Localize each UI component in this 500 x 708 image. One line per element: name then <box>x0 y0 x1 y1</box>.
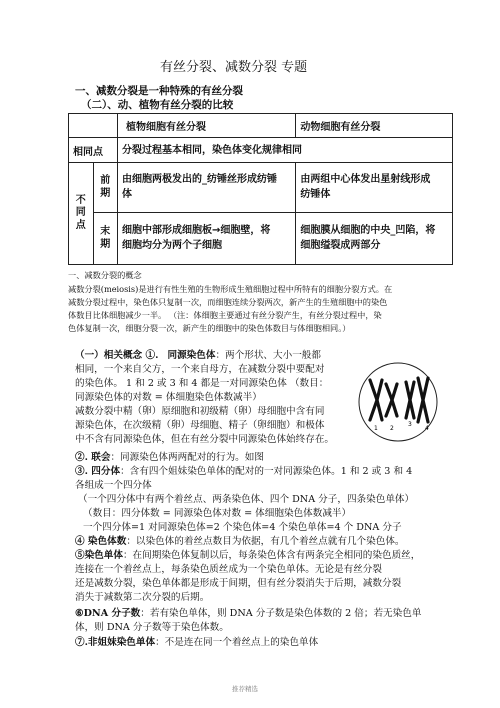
chromosome-label-4: 4 <box>425 425 429 432</box>
same-label: 相同点 <box>69 138 118 163</box>
subsection-heading: （二）、动、植物有丝分裂的比较 <box>81 99 234 111</box>
concept-chromosome-count: ④ 染色体数：以染色体的着丝点数目为依据，有几个着丝点就有几个染色体。 <box>75 536 405 547</box>
chromosome-pair-1-2 <box>370 380 397 420</box>
concept-synapsis: ②. 联会：同源染色体两两配对的行为。如图 <box>75 452 264 463</box>
telophase-label: 末 期 <box>93 213 118 265</box>
prophase-plant: 由细胞两极发出的_纺锤丝形成纺锤 体 <box>118 163 296 213</box>
body-line: 一个四分体=1 对同源染色体=2 个染色体=4 个染色单体=4 个 DNA 分子 <box>83 522 402 533</box>
concept-dna-count: ⑥DNA 分子数：若有染色单体，则 DNA 分子数是染色体数的 2 倍；若无染色单 <box>75 608 422 619</box>
body-line: 的染色体。 1 和 2 或 3 和 4 都是一对同源染色体 （数目： <box>75 378 329 389</box>
page-footer: 推荐精选 <box>232 685 258 693</box>
body-line: 连接在一个着丝点上，每条染色质丝成为一个染色单体。无论是有丝分裂 <box>75 564 382 575</box>
table-row-same <box>69 138 453 163</box>
chromosome-label-2: 2 <box>390 425 394 432</box>
concept-line: 减数分裂(meiosis)是进行有性生殖的生物形成生殖细胞过程中所特有的细胞分裂方式。在 <box>68 284 393 294</box>
telophase-animal: 细胞膜从细胞的中央_凹陷，将 细胞缢裂成两部分 <box>296 213 453 265</box>
concept-line: 体数目比体细胞减少一半。 （注：体细胞主要通过有丝分裂产生，有丝分裂过程中，染 <box>68 310 382 320</box>
chromosome-label-3: 3 <box>408 421 412 428</box>
concept-non-sister-chromatid: ⑦.非姐妹染色单体：不是连在同一个着丝点上的染色单体 <box>75 637 319 648</box>
homologous-chromosome-figure <box>348 360 448 446</box>
concept-chromatid: ⑤染色单体：在间期染色体复制以后，每条染色体含有两条完全相同的染色质丝， <box>75 550 421 561</box>
concept-heading: 一、减数分裂的概念 <box>68 270 142 280</box>
prophase-animal: 由两组中心体发出星射线形成 纺锤体 <box>296 163 453 213</box>
body-line: （一个四分体中有两个着丝点、两条染色体、四个 DNA 分子，四条染色单体） <box>78 494 415 505</box>
body-line: 各组成一个四分体 <box>75 480 152 491</box>
body-line: 还是减数分裂，染色单体都是形成于间期，但有丝分裂消失于后期，减数分裂 <box>75 578 402 589</box>
chromosome-pair-3-4 <box>406 378 428 422</box>
chromosome-3-sister <box>410 382 414 418</box>
table-corner-cell <box>69 114 118 138</box>
section-heading: 一、减数分裂是一种特殊的有丝分裂 <box>75 85 243 97</box>
table-row-telophase <box>69 213 453 265</box>
comparison-table <box>68 113 453 265</box>
concept-homologous: （一）相关概念 ①. 同源染色体：两个形状、大小一般都 <box>75 350 321 361</box>
diff-label: 不 同 点 <box>69 163 94 265</box>
page-title: 有丝分裂、减数分裂 专题 <box>160 60 308 75</box>
chromosome-1-sister <box>377 380 382 420</box>
body-line: 体，则 DNA 分子数等于染色体数。 <box>75 622 229 633</box>
body-line: 源染色体，在次级精（卵）母细胞、精子（卵细胞）和极体 <box>75 420 325 431</box>
concept-line: 减数分裂过程中，染色体只复制一次，而细胞连续分裂两次，新产生的生殖细胞中的染色 <box>68 297 388 307</box>
concept-tetrad: ③. 四分体：含有四个姐妹染色单体的配对的一对同源染色体。1 和 2 或 3 和 4 <box>75 466 413 477</box>
table-header-row <box>69 114 453 138</box>
table-row-prophase <box>69 163 453 213</box>
chromosome-4-sister <box>423 378 428 422</box>
concept-line: 色体复制一次，细胞分裂一次，新产生的细胞中的染色体数目与体细胞相同。） <box>68 323 351 333</box>
prophase-label: 前 期 <box>93 163 118 213</box>
body-line: 减数分裂中精（卵）原细胞和初级精（卵）母细胞中含有同 <box>75 406 325 417</box>
header-animal: 动物细胞有丝分裂 <box>296 114 453 138</box>
same-text: 分裂过程基本相同，染色体变化规律相同 <box>118 138 453 163</box>
header-plant: 植物细胞有丝分裂 <box>118 114 296 138</box>
body-line: （数目：四分体数 = 同源染色体对数 = 体细胞染色体数减半） <box>83 508 352 519</box>
chromosome-label-1: 1 <box>374 425 378 432</box>
chromosome-2-sister <box>392 384 397 416</box>
telophase-plant: 细胞中部形成细胞板→细胞壁，将 细胞均分为两个子细胞 <box>118 213 296 265</box>
body-line: 中不含有同源染色体，但在有丝分裂中同源染色体始终存在。 <box>75 434 335 445</box>
body-line: 消失于减数第二次分裂的后期。 <box>75 592 210 603</box>
body-line: 同源染色体的对数 = 体细胞染色体数减半） <box>75 392 262 403</box>
body-line: 相同，一个来自父方，一个来自母方，在减数分裂中要配对 <box>75 364 325 375</box>
